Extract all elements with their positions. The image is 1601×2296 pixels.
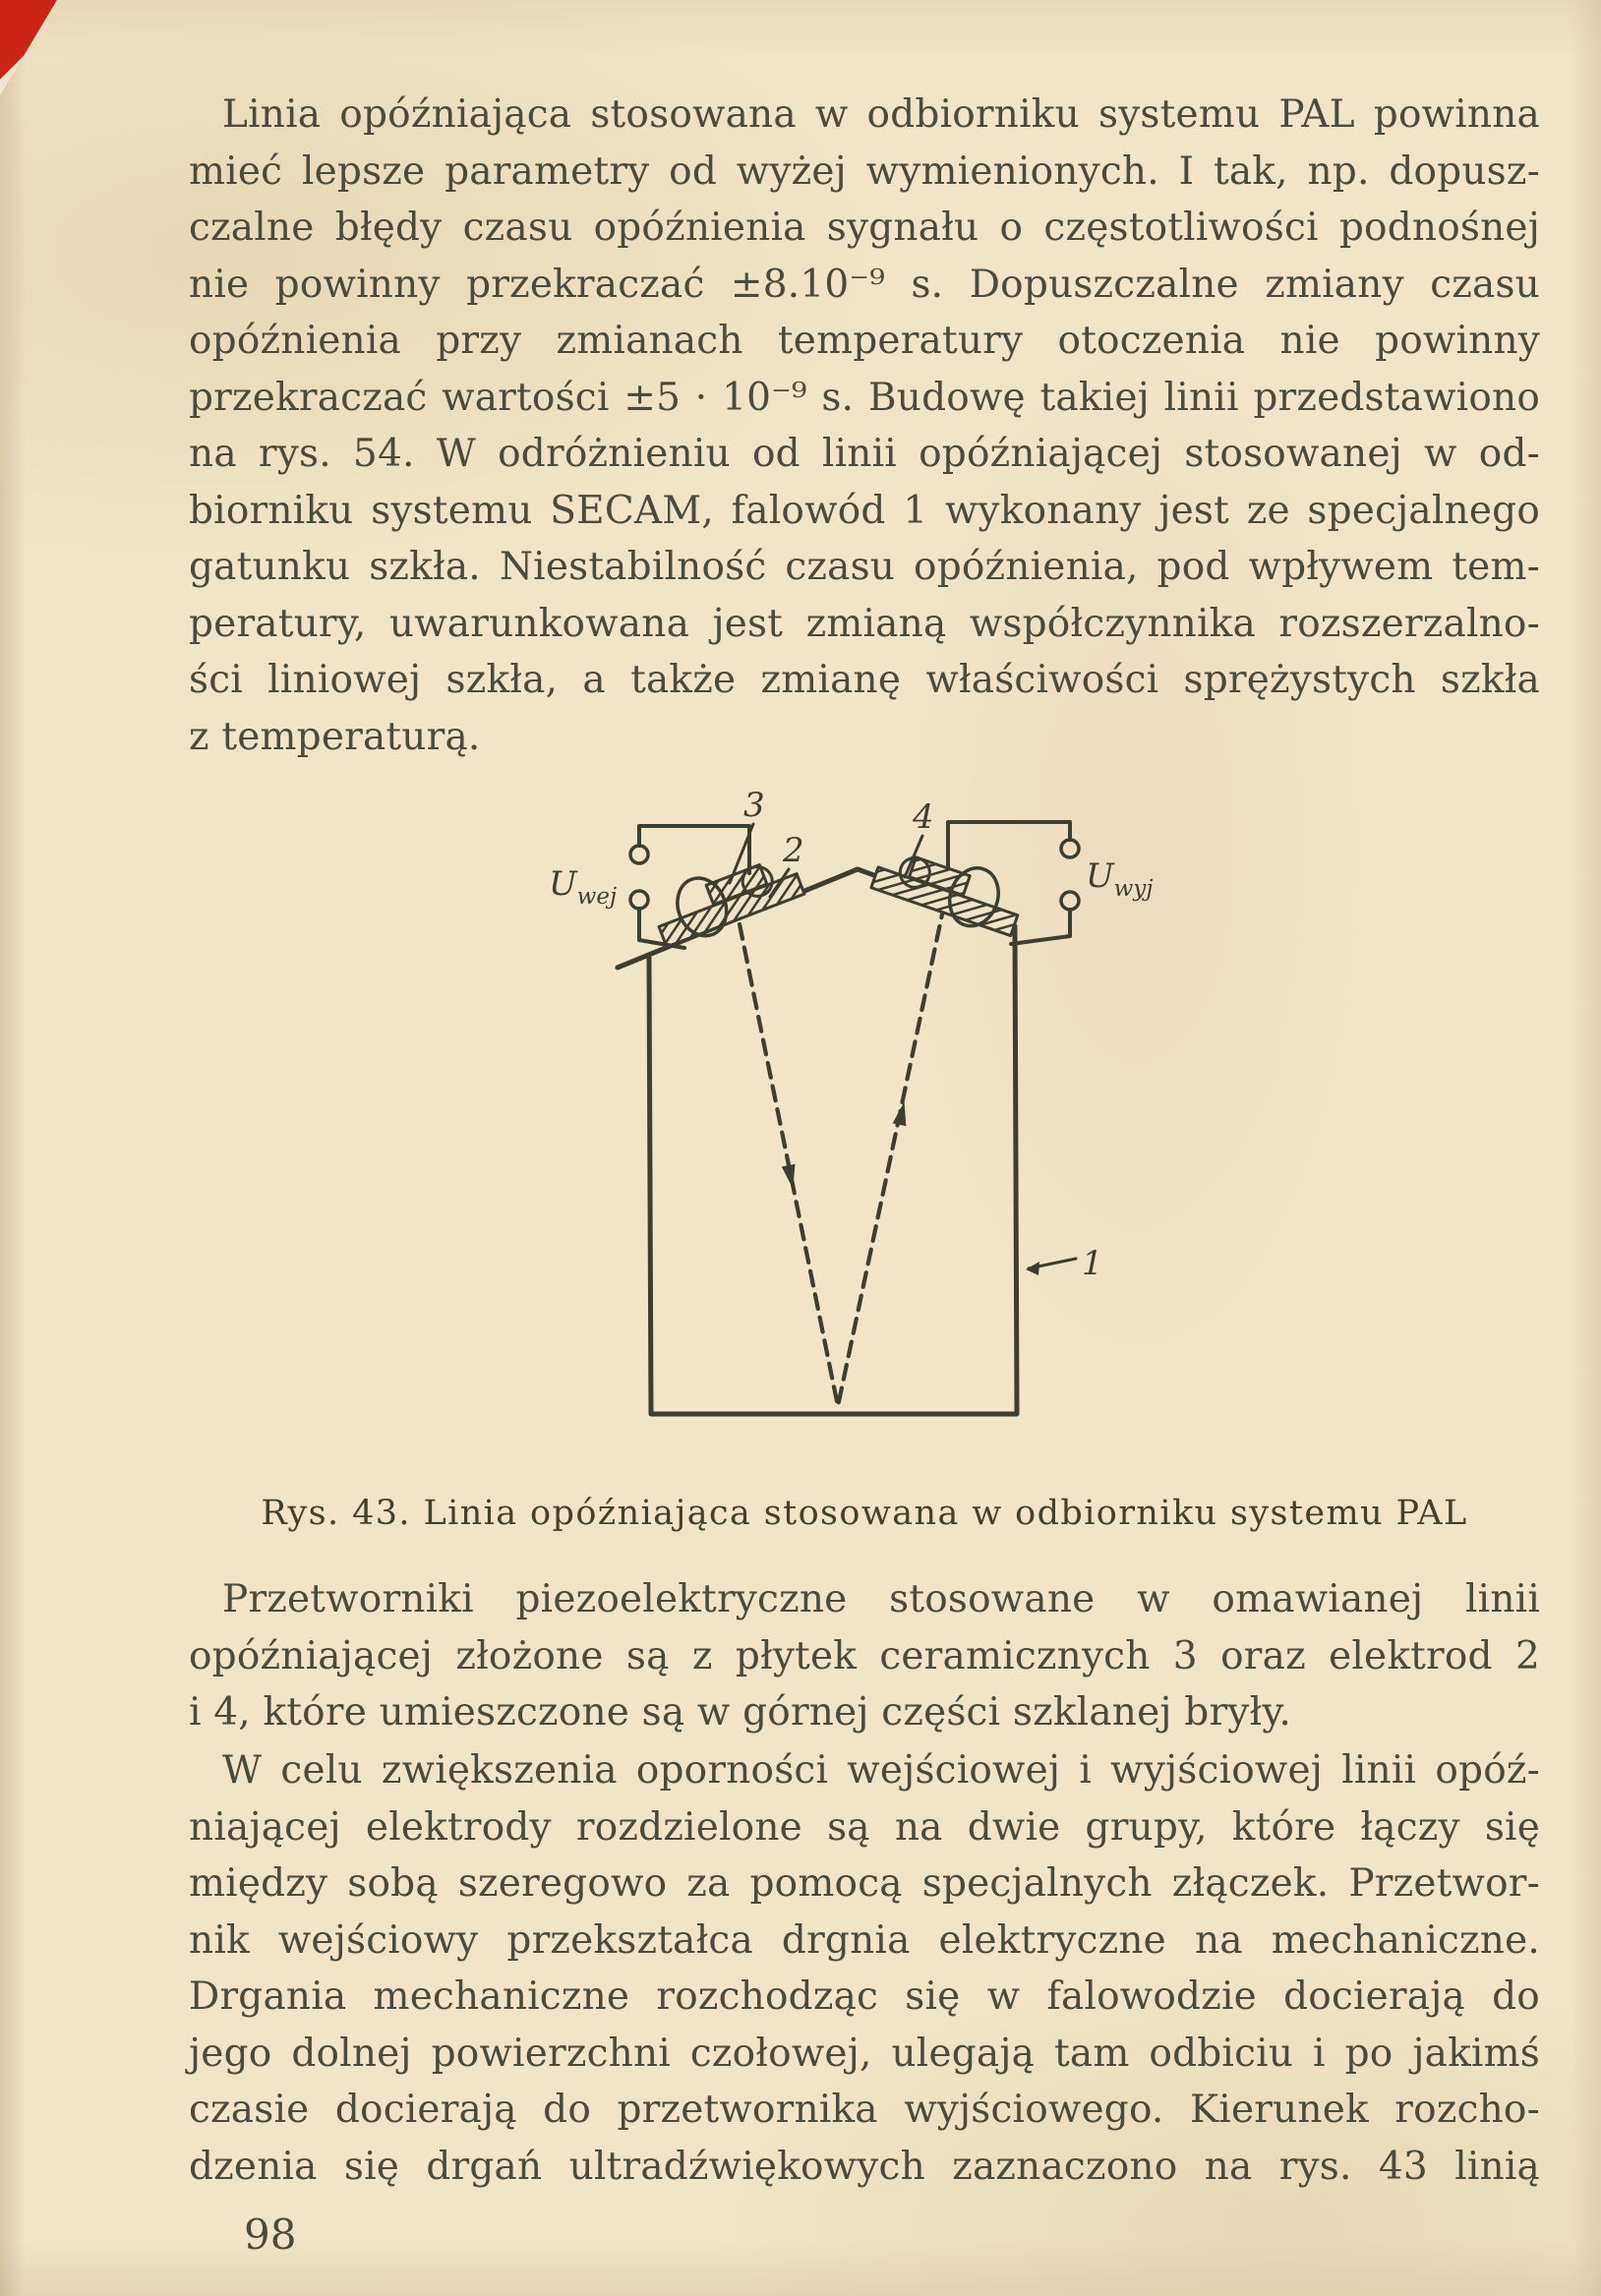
label-3: 3 [743, 786, 765, 825]
label-2: 2 [783, 831, 804, 870]
label-u-out: $U_{wyj}$ [1086, 856, 1154, 902]
text-line: peratury, uwarunkowana jest zmianą współczynnika rozszerzalno- [189, 601, 1540, 646]
text-line: jego dolnej powierzchni czołowej, ulegają tam odbiciu i po jakimś [189, 2031, 1540, 2076]
figure-delay-line [492, 779, 1160, 1482]
figure-caption: Rys. 43. Linia opóźniająca stosowana w odbiorniku systemu PAL [261, 1494, 1468, 1533]
text-line: Linia opóźniająca stosowana w odbiorniku systemu PAL powinna [222, 92, 1540, 137]
wave-arrow-down [782, 1164, 800, 1190]
text-line: Przetworniki piezoelektryczne stosowane w omawianej linii [222, 1577, 1540, 1621]
label-1: 1 [1082, 1244, 1103, 1283]
text-line: opóźnienia przy zmianach temperatury otoczenia nie powinny [189, 319, 1540, 363]
text-line: z temperaturą. [189, 714, 481, 759]
output-terminal-bottom [1061, 892, 1079, 910]
text-line: czasie docierają do przetwornika wyjściowego. Kierunek rozcho- [189, 2088, 1540, 2132]
text-line: przekraczać wartości ±5 · 10⁻⁹ s. Budowę takiej linii przedstawiono [189, 375, 1540, 420]
page-number: 98 [244, 2210, 297, 2259]
text-line: biorniku systemu SECAM, falowód 1 wykonany jest ze specjalnego [189, 488, 1540, 533]
text-line: Drgania mechaniczne rozchodząc się w falowodzie docierają do [189, 1974, 1540, 2019]
text-line: dzenia się drgań ultradźwiękowych zaznaczono na rys. 43 linią [189, 2144, 1540, 2189]
text-line: opóźniającej złożone są z płytek ceramicznych 3 oraz elektrod 2 [189, 1633, 1540, 1678]
output-terminal-top [1061, 840, 1079, 857]
text-line: na rys. 54. W odróżnieniu od linii opóźniającej stosowanej w od- [189, 432, 1540, 476]
paragraph-electrodes [189, 1742, 1540, 2195]
red-corner-mark [0, 0, 57, 95]
text-line: ści liniowej szkła, a także zmianę właściwości sprężystych szkła [189, 658, 1540, 702]
text-line: gatunku szkła. Niestabilność czasu opóźnienia, pod wpływem tem- [189, 545, 1540, 589]
text-line: nik wejściowy przekształca drgnia elektryczne na mechaniczne. [189, 1917, 1540, 1963]
text-line: niającej elektrody rozdzielone są na dwie grupy, które łączy się [189, 1804, 1540, 1850]
paragraph-delay-line-params [189, 87, 1540, 765]
input-terminal-bottom [630, 891, 648, 909]
text-line: W celu zwiększenia oporności wejściowej i wyjściowej linii opóź- [222, 1748, 1540, 1793]
text-line: nie powinny przekraczać ±8.10⁻⁹ s. Dopuszczalne zmiany czasu [189, 262, 1540, 307]
text-line: między sobą szeregowo za pomocą specjalnych złączek. Przetwor- [189, 1861, 1540, 1906]
text-line: mieć lepsze parametry od wyżej wymienionych. I tak, np. dopusz- [189, 148, 1540, 194]
input-terminal-top [630, 846, 648, 863]
text-line: czalne błędy czasu opóźnienia sygnału o częstotliwości podnośnej [189, 206, 1540, 250]
wave-path-dashed [740, 914, 942, 1406]
leader-1-arrow [1026, 1262, 1039, 1275]
label-u-in: $U_{wej}$ [549, 864, 618, 910]
label-4: 4 [913, 797, 934, 837]
paragraph-transducers [189, 1571, 1540, 1741]
text-line: i 4, które umieszczone są w górnej części szklanej bryły. [189, 1690, 1292, 1735]
